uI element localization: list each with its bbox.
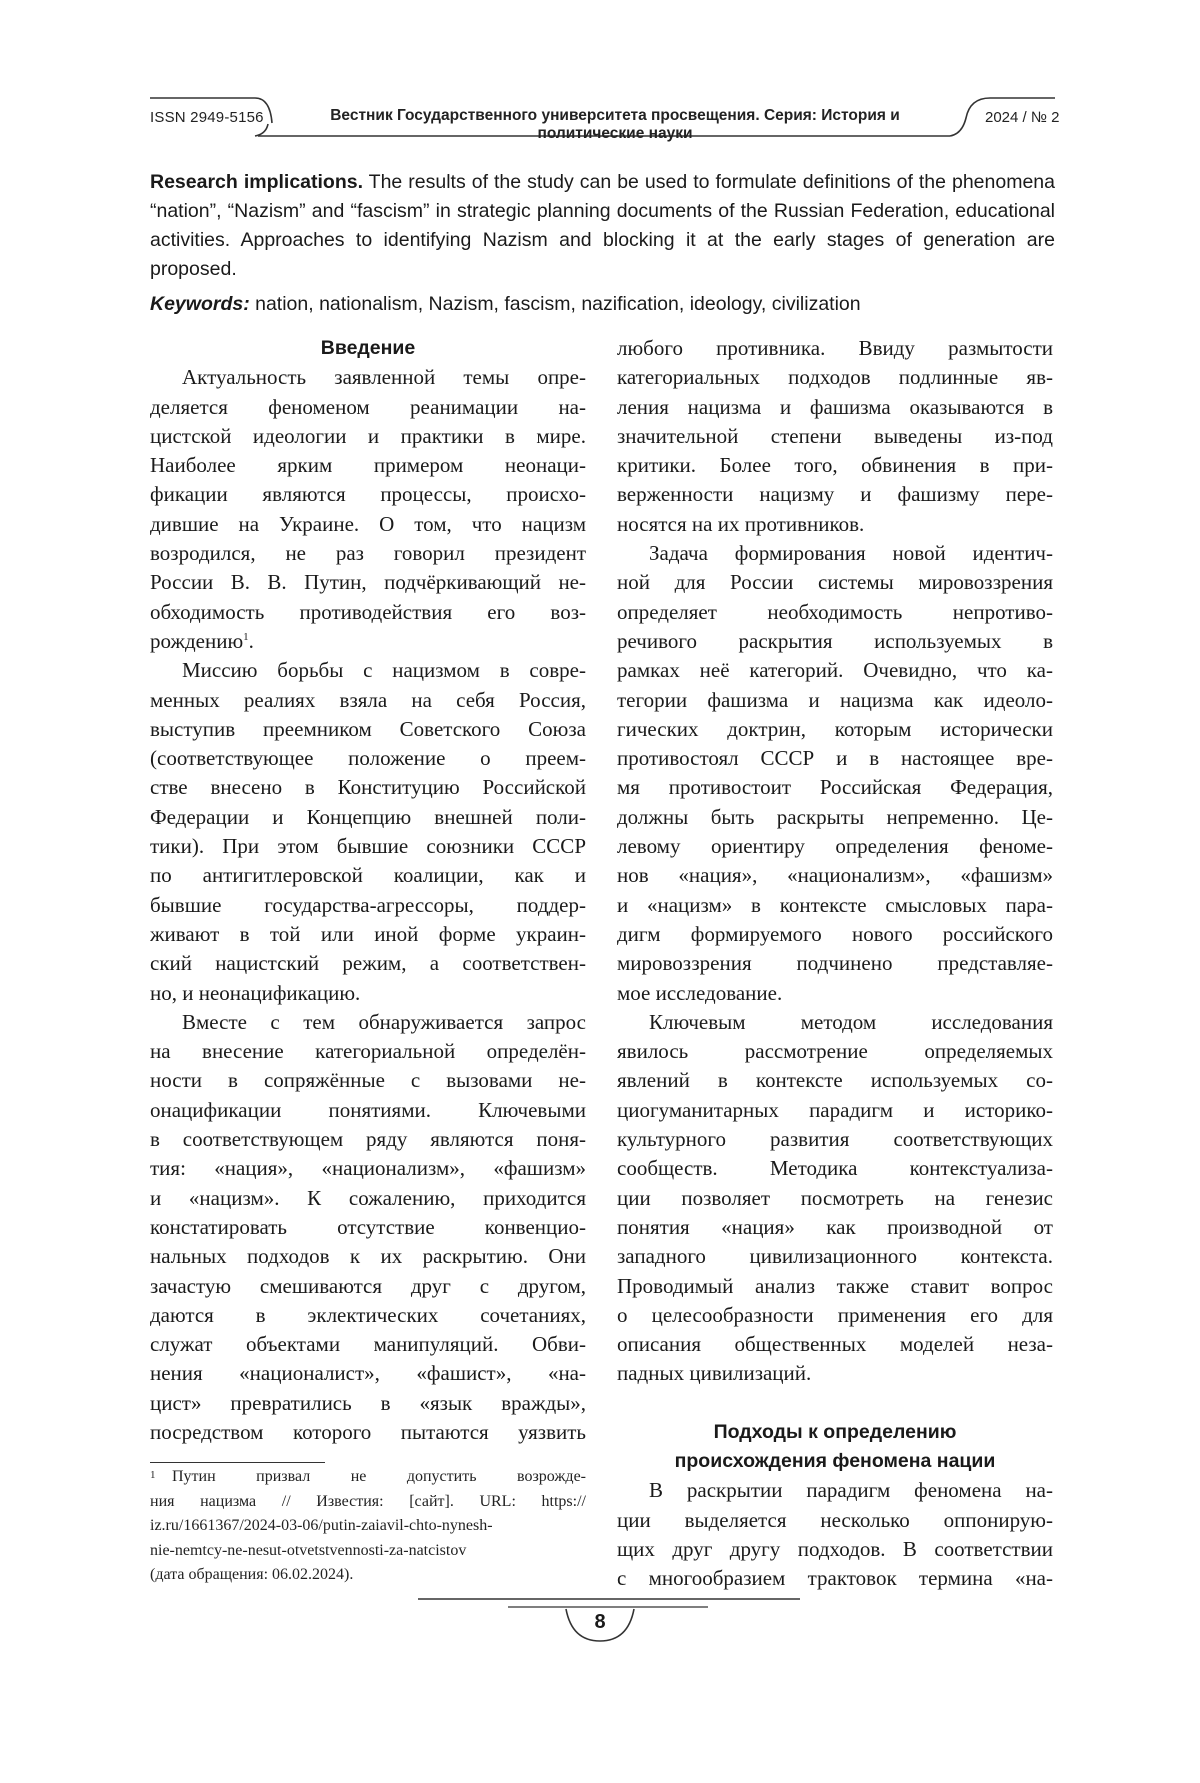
body-line: категориальных подходов подлинные яв- (617, 365, 1053, 390)
body-line: и «нацизм» в контексте смысловых пара- (617, 892, 1053, 917)
body-line: Миссию борьбы с нацизмом в совре- (182, 658, 586, 683)
body-line: любого противника. Ввиду размытости (617, 336, 1053, 360)
body-line: гических доктрин, которым исторически (617, 716, 1053, 741)
issue-number: 2024 / № 2 (985, 109, 1060, 126)
footnote-line: Путин призвал не допустить возрожде- (172, 1468, 586, 1485)
body-line: щих друг другу подходов. В соответствии (617, 1536, 1053, 1561)
body-line: рамках неё категорий. Очевидно, что ка- (617, 658, 1053, 683)
body-line: мировоззрения подчинено представляе- (617, 951, 1053, 976)
body-line: зачастую смешиваются друг с другом, (150, 1273, 586, 1298)
body-line: стве внесено в Конституцию Российской (150, 775, 586, 800)
body-line: цист» превратились в «язык вражды», (150, 1390, 586, 1415)
body-line: противостоял СССР и в настоящее вре- (617, 746, 1053, 771)
page-footer (0, 1595, 1200, 1665)
running-header (0, 88, 1200, 148)
body-line: тики). При этом бывшие союзники СССР (150, 834, 586, 859)
body-line: сообществ. Методика контекстуализа- (617, 1156, 1053, 1181)
body-line: Задача формирования новой идентич- (649, 541, 1053, 566)
body-line: циогуманитарных парадигм и историко- (617, 1097, 1053, 1122)
body-line: но, и неонацификацию. (150, 980, 361, 1005)
body-line: обходимость противодействия его воз- (150, 599, 586, 624)
right-column (617, 334, 1053, 1593)
footnote-line: ния нацизма // Известия: [сайт]. URL: https:// (150, 1492, 586, 1510)
body-line: должны быть раскрыты непременно. Це- (617, 804, 1053, 829)
research-implications-text: The results of the study can be used to formulate definitions of the phenomena “nation”, “Nazism” and “fascism” in strategic planning documents of the Russian Federation, educational activities. Approaches to identifying Nazism and blocking it at the early stages of generation are proposed. (150, 171, 1055, 280)
body-line: с многообразием трактовок термина «на- (617, 1566, 1053, 1591)
body-line: рождению$^1$. (150, 628, 254, 653)
keywords-label: Keywords: (150, 293, 250, 315)
body-line: левому ориентиру определения феноме- (617, 834, 1053, 859)
section-title-approaches: Подходы к определению (713, 1420, 957, 1443)
body-line: описания общественных моделей неза- (617, 1332, 1053, 1357)
body-line: ления нацизма и фашизма оказываются в (617, 394, 1053, 419)
footnote (150, 1465, 586, 1588)
footnote-mark: 1 (150, 1469, 156, 1481)
body-line: констатировать отсутствие конвенцио- (150, 1214, 586, 1239)
body-line: (соответствующее положение о преем- (150, 746, 586, 771)
body-line: выступив преемником Советского Союза (150, 716, 586, 741)
body-line: ский нацистский режим, а соответствен- (150, 951, 586, 976)
body-line: посредством которого пытаются уязвить (150, 1419, 586, 1444)
body-line: о целесообразности применения его для (617, 1302, 1053, 1327)
footnote-ref: 1 (243, 630, 249, 643)
section-title-approaches: происхождения феномена нации (674, 1449, 996, 1472)
body-line: ной для России системы мировоззрения (617, 570, 1053, 595)
body-line: на внесение категориальной определён- (150, 1039, 586, 1064)
body-line: цистской идеологии и практики в мире. (150, 423, 586, 448)
body-line: ции выделяется несколько оппонирую- (617, 1507, 1053, 1532)
body-line: В раскрытии парадигм феномена на- (649, 1478, 1053, 1503)
body-line: культурного развития соответствующих (617, 1127, 1053, 1152)
body-line: по антигитлеровской коалиции, как и (150, 863, 586, 888)
body-line-text: рождению (150, 628, 244, 653)
body-line: речивого раскрытия используемых в (617, 628, 1053, 653)
body-line: Проводимый анализ также ставит вопрос (617, 1273, 1053, 1298)
body-line: ности в сопряжённые с вызовами не- (150, 1068, 586, 1093)
body-line: деляется феноменом реанимации на- (150, 394, 586, 419)
body-line: Федерации и Концепцию внешней поли- (150, 804, 586, 829)
body-line: менных реалиях взяла на себя Россия, (150, 687, 586, 712)
body-line: нения «националист», «фашист», «на- (150, 1361, 586, 1386)
body-line: служат объектами манипуляций. Обви- (150, 1332, 586, 1357)
keywords (150, 290, 1055, 319)
body-line: Ключевым методом исследования (649, 1009, 1053, 1034)
issn: ISSN 2949-5156 (150, 109, 264, 126)
keywords-text: nation, nationalism, Nazism, fascism, nazification, ideology, civilization (249, 293, 861, 315)
body-line: понятия «нация» как производной от (617, 1214, 1053, 1239)
body-line: дигм формируемого нового российского (617, 921, 1053, 946)
body-line: Наиболее ярким примером неонаци- (150, 453, 586, 478)
body-line: возродился, не раз говорил президент (150, 541, 586, 566)
left-column (150, 334, 586, 1447)
research-implications (150, 168, 1055, 284)
body-line: и «нацизм». К сожалению, приходится (150, 1185, 586, 1210)
body-line: онацификации понятиями. Ключевыми (150, 1097, 586, 1122)
research-implications-label: Research implications. (150, 171, 364, 193)
body-line: в соответствующем ряду являются поня- (150, 1127, 586, 1152)
body-line: мя противостоит Российская Федерация, (617, 775, 1053, 800)
body-line: тия: «нация», «национализм», «фашизм» (150, 1156, 586, 1181)
body-line: нов «нация», «национализм», «фашизм» (617, 863, 1053, 888)
footnote-line: iz.ru/1661367/2024-03-06/putin-zaiavil-chto-nynesh- (150, 1517, 493, 1535)
body-line: дившие на Украине. О том, что нацизм (150, 511, 586, 536)
body-line: Актуальность заявленной темы опре- (182, 365, 586, 390)
footnote-divider (150, 1462, 325, 1463)
body-line: бывшие государства-агрессоры, поддер- (150, 892, 586, 917)
body-line: критики. Более того, обвинения в при- (617, 453, 1053, 478)
body-line: живают в той или иной форме украин- (150, 921, 586, 946)
body-line: мое исследование. (617, 980, 783, 1005)
body-line: Вместе с тем обнаруживается запрос (182, 1009, 586, 1034)
body-line: нальных подходов к их раскрытию. Они (150, 1244, 586, 1269)
journal-title: Вестник Государственного университета просвещения. Серия: История и политические науки (330, 107, 900, 142)
body-line: тегории фашизма и нацизма как идеоло- (617, 687, 1053, 712)
body-line: фикации являются процессы, происхо- (150, 482, 586, 507)
page-number: 8 (594, 1611, 606, 1633)
body-line: верженности нацизму и фашизму пере- (617, 482, 1053, 507)
body-line: значительной степени выведены из-под (617, 423, 1053, 448)
footnote-line: nie-nemtcy-ne-nesut-otvetstvennosti-za-natcistov (150, 1541, 467, 1559)
section-title-introduction: Введение (320, 337, 416, 359)
body-line: носятся на их противников. (617, 511, 865, 536)
body-line: России В. В. Путин, подчёркивающий не- (150, 570, 586, 595)
body-line: ции позволяет посмотреть на генезис (617, 1185, 1053, 1210)
body-line: определяет необходимость непротиво- (617, 599, 1053, 624)
section-spacer (617, 1389, 1053, 1418)
body-line: западного цивилизационного контекста. (617, 1244, 1053, 1269)
body-line: падных цивилизаций. (617, 1361, 812, 1386)
footnote-line: (дата обращения: 06.02.2024). (150, 1566, 354, 1584)
body-line: явилось рассмотрение определяемых (617, 1039, 1053, 1064)
body-line: даются в эклектических сочетаниях, (150, 1302, 586, 1327)
body-line: явлений в контексте используемых со- (617, 1068, 1053, 1093)
